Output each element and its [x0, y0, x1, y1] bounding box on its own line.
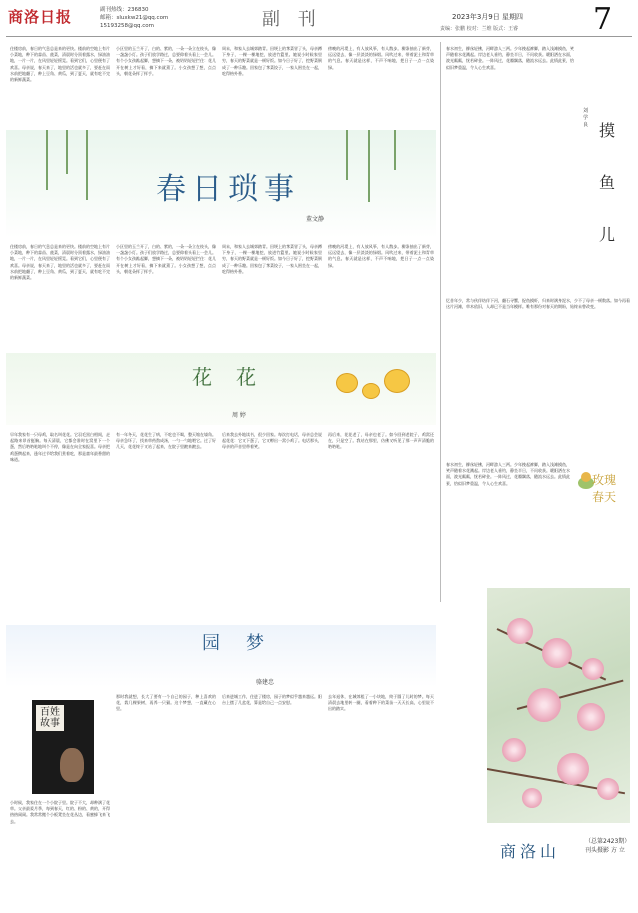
issue-number: （总第2423期） — [585, 838, 631, 845]
moyu-text-continued: 忆昔年少，常与伙伴结伴下河，翻石寻蟹，捉鱼摸虾，归来时满身泥水，少不了母亲一顿数落。如今再看这片河滩，草木依旧，人却已不是当年模样。唯有那份对春天的期盼，始终未曾改变。 — [446, 298, 630, 310]
dream-body: 去年退休，在城郊租了一小块地，终于圆了儿时的梦。每天清晨去地里转一圈，看着种下的菜苗一天天长高，心里说不出的踏实。 — [328, 694, 434, 712]
spring-intro: 周末，和家人去城郊踏青。田埂上的荠菜冒了头，母亲蹲下身子，一棵一棵地挖，放进竹篮里。她说小时候家里穷，春天的野菜就是一顿好饭。如今日子好了，挖野菜倒成了一种乐趣。回家包了荠菜饺子，一家人围坐在一起，吃得格外香。 — [222, 46, 322, 76]
spring-intro: 傍晚的河堤上，有人放风筝，有人散步。柳条抽出了新芽，远远望去，像一层淡淡的绿烟。风吹过来，带着泥土和青草的气息。春天就是这样，不声不响地，把日子一点一点染绿。 — [328, 46, 434, 70]
blossom-icon — [502, 738, 526, 762]
willow-decoration — [86, 130, 88, 200]
column-divider — [440, 42, 441, 602]
chick-icon — [384, 369, 410, 393]
willow-decoration — [46, 130, 48, 190]
blossom-icon — [522, 788, 542, 808]
spring-body: 小区里的玉兰开了，白的、紫的，一朵一朵立在枝头，像一盏盏小灯。孩子们放学路过，总要仰着头看上一会儿。有个小女孩踮起脚，想摘下一朵，被奶奶轻轻拦住：花儿开在树上才好看，摘下来就蔫了。小女孩想了想，点点头，朝花朵挥了挥手。 — [116, 244, 216, 274]
blossom-icon — [507, 618, 533, 644]
spring-body: 住楼房前，春日的气息总是来的更快。楼前的空地上有片小菜地，种下的蒜苗、菠菜，清晨时分顶着露水，绿油油地，一片一片，在风里轻轻摇晃。看到它们，心里便有了欢喜。母亲说，春天来了，地里的活也就多了，要赶在雨水前把地翻了，种上豆角、黄瓜，到了夏天，就有吃不完的新鲜蔬菜。 — [10, 244, 110, 281]
sticker-text: 玫瑰春天 — [592, 473, 617, 504]
blossom-icon — [582, 658, 604, 680]
flower-body: 后来我去外地读书，很少回家。每次打电话，母亲总会说起花花：它又下蛋了，它又孵出一窝小鸡了。电话那头，母亲的声音里带着笑。 — [222, 432, 322, 450]
editor-credits: 责编：张鹏 校对：兰维 版式：王睿 — [440, 26, 519, 32]
column-name: 商洛山 — [500, 842, 561, 861]
willow-decoration — [368, 130, 370, 202]
blossom-icon — [527, 688, 561, 722]
flower-body: 早年我家有一只母鸡，取名叫花花。它羽毛黑白相间，走起路来昂首挺胸。每天清晨，它都会准时在窝里下一个蛋，然后咯咯哒地叫个不停，像是在向全家报喜。母亲把鸡蛋攒起来，逢年过节给我们煮着吃，那是童年最香甜的味道。 — [10, 432, 110, 462]
contact-line: 15193258@qq.com — [100, 23, 154, 29]
blossom-photo — [487, 588, 630, 823]
spring-intro: 小区里的玉兰开了，白的、紫的，一朵一朵立在枝头，像一盏盏小灯。孩子们放学路过，总要仰着头看上一会儿。有个小女孩踮起脚，想摘下一朵，被奶奶轻轻拦住：花儿开在树上才好看，摘下来就蔫了。小女孩想了想，点点头，朝花朵挥了挥手。 — [116, 46, 216, 76]
section-title: 副 刊 — [262, 9, 322, 30]
header-divider — [6, 36, 632, 37]
spring-intro: 住楼房前，春日的气息总是来的更快。楼前的空地上有片小菜地，种下的蒜苗、菠菜，清晨时分顶着露水，绿油油地，一片一片，在风里轻轻摇晃。看到它们，心里便有了欢喜。母亲说，春天来了，地里的活也就多了，要赶在雨水前把地翻了，种上豆角、黄瓜，到了夏天，就有吃不完的新鲜蔬菜。 — [10, 46, 110, 83]
moyu-author: 刘学良 — [583, 108, 589, 128]
dream-body: 那时我就想，长大了要有一个自己的园子，种上喜欢的花，栽几棵果树，再养一只猫。这个梦想，一直藏在心里。 — [116, 694, 216, 712]
blossom-icon — [557, 753, 589, 785]
issue-editor: 刊头摄影 方 立 — [585, 847, 625, 854]
dream-body: 小时候，我家住在一个小院子里。院子不大，却种满了花草。父亲最爱月季，每到春天，红的、粉的、黄的，开得热热闹闹。我常常搬个小板凳坐在花丛边，看蜜蜂飞来飞去。 — [10, 800, 110, 824]
portrait-illustration — [60, 748, 84, 782]
flower-body: 有一年冬天，花花生了病，不吃也不喝，整天缩在墙角。母亲急坏了，找来草药熬成汤，一勺一勺地喂它。过了好几天，花花终于又站了起来，在院子里踱来踱去。 — [116, 432, 216, 450]
moyu-title: 摸鱼儿 — [599, 121, 616, 244]
willow-decoration — [394, 130, 396, 170]
spring-banner — [6, 130, 436, 238]
moyu-text: 春水初生，柳丝轻拂，河畔游人三两。少年挽起裤脚，踏入浅滩摸鱼，笑声随着水花溅起。岸边老人垂钓，静坐半日，不问收获。暖阳洒在水面，波光粼粼，恍若碎金。一阵风过，花瓣飘落，随流水远去。此情此景，恰似旧梦重温，令人心生欢喜。 — [446, 46, 574, 70]
flower-body: 再后来，花花老了，母亲也老了。如今回到老院子，鸡窝还在，只是空了。我站在那里，仿佛又听见了那一声声清脆的咯咯哒。 — [328, 432, 434, 450]
blossom-icon — [577, 703, 605, 731]
contact-info — [100, 6, 168, 30]
issue-info — [585, 837, 630, 855]
blossom-icon — [597, 778, 619, 800]
page-header — [0, 0, 638, 40]
spring-body: 周末，和家人去城郊踏青。田埂上的荠菜冒了头，母亲蹲下身子，一棵一棵地挖，放进竹篮里。她说小时候家里穷，春天的野菜就是一顿好饭。如今日子好了，挖野菜倒成了一种乐趣。回家包了荠菜饺子，一家人围坐在一起，吃得格外香。 — [222, 244, 322, 274]
flower-banner — [6, 353, 436, 425]
chick-icon — [336, 373, 358, 393]
chick-icon — [362, 383, 380, 399]
spring-author: 董文静 — [306, 216, 325, 223]
dream-body: 后来进城工作，住进了楼房，园子的梦似乎越来越远。阳台上摆了几盆花，算是给自己一点安慰。 — [222, 694, 322, 706]
dream-author: 骆建忠 — [256, 679, 275, 686]
dream-title: 园梦 — [202, 633, 290, 654]
willow-decoration — [66, 130, 68, 174]
column-label: 百姓故事 — [36, 705, 64, 731]
dream-banner — [6, 625, 436, 687]
newspaper-logo: 商洛日报 — [8, 8, 73, 26]
rose-sticker — [574, 465, 624, 504]
willow-decoration — [346, 130, 348, 180]
page-number: 7 — [593, 2, 613, 37]
contact-line: 邮箱：sluxkw21@qq.com — [100, 15, 169, 21]
blossom-icon — [542, 638, 572, 668]
flower-title: 花花 — [192, 365, 280, 389]
flower-author: 周 婷 — [232, 412, 246, 419]
contact-line: 副刊热线：236830 — [100, 7, 149, 13]
spring-body: 傍晚的河堤上，有人放风筝，有人散步。柳条抽出了新芽，远远望去，像一层淡淡的绿烟。风吹过来，带着泥土和青草的气息。春天就是这样，不声不响地，把日子一点一点染绿。 — [328, 244, 434, 268]
spring-title: 春日琐事 — [156, 172, 300, 207]
issue-date: 2023年3月9日 星期四 — [452, 13, 523, 21]
moyu-text-end: 春水初生，柳丝轻拂，河畔游人三两。少年挽起裤脚，踏入浅滩摸鱼，笑声随着水花溅起。岸边老人垂钓，静坐半日，不问收获。暖阳洒在水面，波光粼粼，恍若碎金。一阵风过，花瓣飘落，随流水远去。此情此景，恰似旧梦重温，令人心生欢喜。 — [446, 462, 570, 486]
